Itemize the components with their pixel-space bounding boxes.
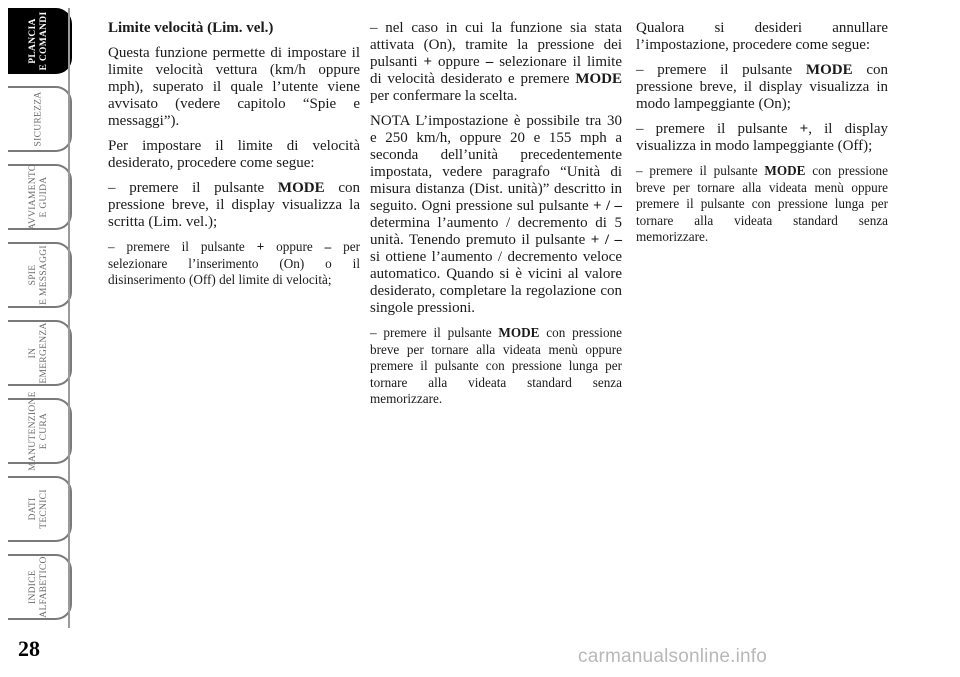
text-run: , il display visualizza in modo lampeggiante (Off); [636, 121, 888, 154]
text-run: – premere il pulsante [636, 62, 806, 78]
section-heading: Limite velocità (Lim. vel.) [108, 20, 274, 36]
paragraph [370, 325, 622, 408]
minus-button-ref: – [324, 239, 332, 254]
paragraph [636, 62, 888, 113]
tab-label: IN EMERGENZA [28, 322, 49, 384]
tab-label: SICUREZZA [33, 91, 44, 147]
watermark-text: carmanualsonline.info [578, 646, 768, 667]
text-run: – premere il pulsante [636, 121, 800, 137]
text-run: si ottiene l’aumento / decremento veloce automatico. Quando si è vicini al valore desiderato, completare la regolazione con singole pressioni. [370, 249, 622, 316]
paragraph: Qualora si desideri annullare l’impostazione, procedere come segue: [636, 20, 888, 53]
text-run: per confermare la scelta. [370, 88, 518, 104]
text-run: con pressione breve, il display visualizza in modo lampeggiante (On); [636, 62, 888, 112]
text-run: con pressione breve per tornare alla videata menù oppure premere il pulsante con pressione lunga per tornare alla videata standard senza memorizzare. [636, 163, 888, 244]
sidebar-divider [68, 8, 70, 628]
tab-plancia-e-comandi[interactable] [8, 8, 72, 74]
plus-button-ref: + [799, 121, 809, 137]
text-run: – premere il pulsante [370, 325, 499, 340]
mode-button-ref: MODE [575, 71, 622, 87]
text-run: – premere il pulsante [108, 180, 278, 196]
paragraph [108, 180, 360, 231]
paragraph: Per impostare il limite di velocità desiderato, procedere come segue: [108, 138, 360, 171]
mode-button-ref: MODE [805, 62, 853, 78]
paragraph [108, 239, 360, 289]
page-number: 28 [18, 636, 40, 661]
mode-button-ref: MODE [277, 180, 325, 196]
plus-button-ref: + [423, 54, 433, 70]
text-run: determina l’aumento / decremento di 5 unità. Tenendo premuto il pulsante [370, 215, 622, 248]
mode-button-ref: MODE [498, 325, 540, 340]
text-run: NOTA L’impostazione è possibile tra 30 e 250 km/h, oppure 20 e 155 mph a seconda dell’unità precedentemente impostata, vedere paragrafo “Unità di misura distanza (Dist. unità)” descritto in seguito. Ogni pressione sul pulsante [370, 113, 622, 214]
tab-manutenzione-e-cura[interactable] [8, 391, 72, 471]
text-run: per selezionare l’inserimento (On) o il disinserimento (Off) del limite di velocità; [108, 239, 360, 287]
chapter-tabs [8, 8, 76, 628]
tab-spie-e-messaggi[interactable] [8, 242, 72, 308]
text-run: – premere il pulsante [108, 239, 257, 254]
text-run: – premere il pulsante [636, 163, 765, 178]
tab-avviamento-e-guida[interactable] [8, 164, 72, 230]
text-run: oppure [264, 239, 325, 254]
paragraph [636, 121, 888, 155]
tab-label: DATI TECNICI [28, 489, 49, 529]
paragraph: Questa funzione permette di impostare il limite velocità vettura (km/h oppure mph), superato il quale l’utente viene avvisato (vedere capitolo “Spie e messaggi”). [108, 45, 360, 129]
tab-label: PLANCIA E COMANDI [28, 11, 49, 71]
paragraph [636, 163, 888, 246]
paragraph [370, 20, 622, 105]
plus-minus-button-ref: + / – [590, 232, 622, 248]
tab-indice-alfabetico[interactable] [8, 554, 72, 620]
text-column-2 [370, 20, 622, 416]
note-paragraph [370, 113, 622, 317]
tab-label: INDICE ALFABETICO [28, 556, 49, 618]
tab-label: SPIE E MESSAGGI [28, 245, 49, 305]
minus-button-ref: – [485, 54, 494, 70]
tab-label: AVVIAMENTO E GUIDA [28, 164, 49, 230]
plus-minus-button-ref: + / – [593, 198, 622, 214]
text-run: selezionare il limite di velocità desiderato e premere [370, 54, 622, 87]
plus-button-ref: + [256, 239, 265, 254]
text-run: – nel caso in cui la funzione sia stata attivata (On), tramite la pressione dei pulsanti [370, 20, 622, 70]
text-run: oppure [432, 54, 486, 70]
text-column-3 [636, 20, 888, 254]
tab-sicurezza[interactable] [8, 86, 72, 152]
tab-dati-tecnici[interactable] [8, 476, 72, 542]
mode-button-ref: MODE [764, 163, 806, 178]
tab-label: MANUTENZIONE E CURA [28, 391, 49, 471]
tab-in-emergenza[interactable] [8, 320, 72, 386]
text-column-1 [108, 20, 360, 297]
text-run: con pressione breve per tornare alla videata menù oppure premere il pulsante con pressione lunga per tornare alla videata standard senza memorizzare. [370, 325, 622, 406]
text-run: con pressione breve, il display visualizza la scritta (Lim. vel.); [108, 180, 360, 230]
